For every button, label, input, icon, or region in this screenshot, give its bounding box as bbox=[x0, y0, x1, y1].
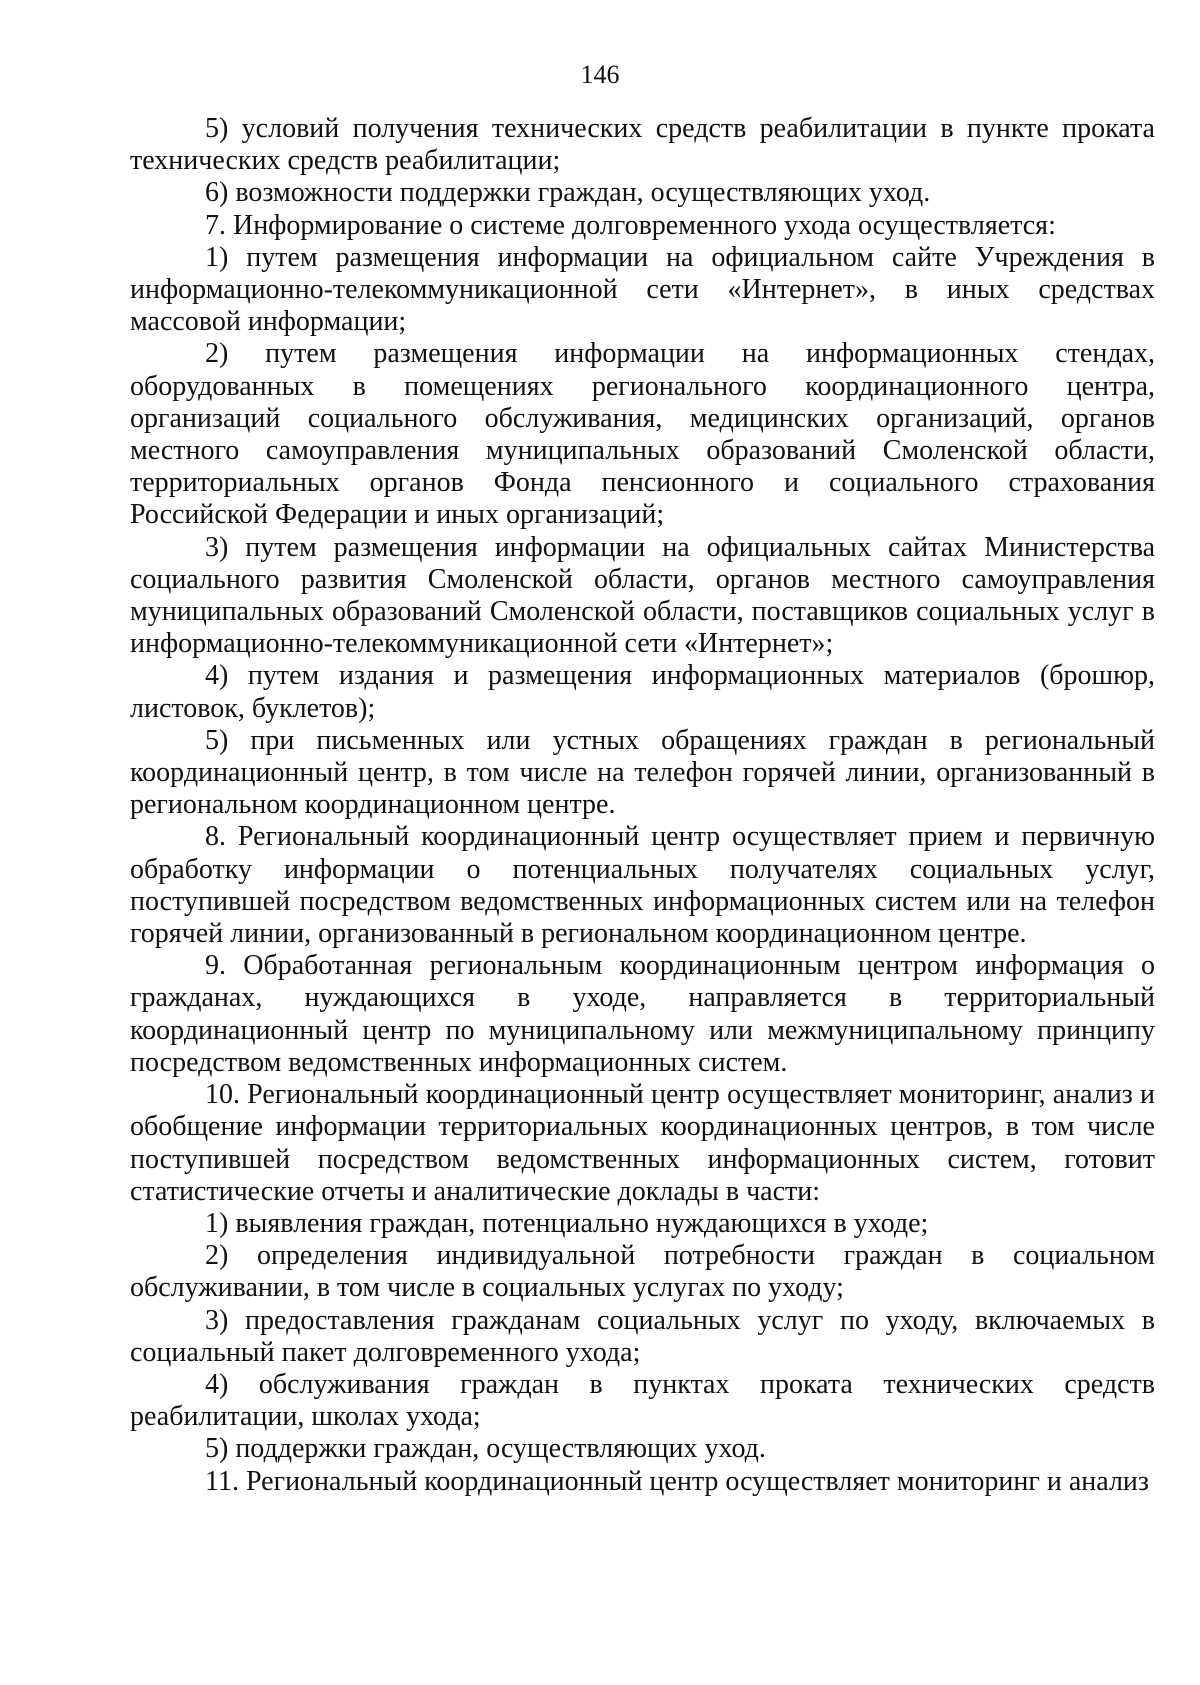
paragraph: 6) возможности поддержки граждан, осуществляющих уход. bbox=[205, 177, 931, 209]
paragraph: 4) путем издания и размещения информационных материалов (брошюр, листовок, буклетов); bbox=[130, 660, 1155, 724]
paragraph: 5) при письменных или устных обращениях граждан в региональный координационный центр, в том числе на телефон горячей линии, организованный в региональном координационном центре. bbox=[130, 724, 1155, 821]
paragraph: 10. Региональный координационный центр осуществляет мониторинг, анализ и обобщение информации территориальных координационных центров, в том числе поступившей посредством ведомственных информационных систем, готовит статистические отчеты и аналитические доклады в части: bbox=[130, 1079, 1155, 1207]
paragraph: 5) поддержки граждан, осуществляющих уход. bbox=[205, 1433, 766, 1465]
paragraph: 2) определения индивидуальной потребности граждан в социальном обслуживании, в том числе в социальных услугах по уходу; bbox=[130, 1240, 1155, 1304]
paragraph: 2) путем размещения информации на информационных стендах, оборудованных в помещениях регионального координационного центра, организаций социального обслуживания, медицинских организаций, органов местного самоуправления муниципальных образований Смоленской области, территориальных органов Фонда пенсионного и социального страхования Российской Федерации и иных организаций; bbox=[130, 338, 1155, 531]
document-body bbox=[130, 113, 1155, 1498]
paragraph: 1) выявления граждан, потенциально нуждающихся в уходе; bbox=[205, 1207, 929, 1239]
paragraph: 3) предоставления гражданам социальных услуг по уходу, включаемых в социальный пакет долговременного ухода; bbox=[130, 1304, 1155, 1368]
paragraph: 1) путем размещения информации на официальном сайте Учреждения в информационно-телекоммуникационной сети «Интернет», в иных средствах массовой информации; bbox=[130, 241, 1155, 338]
paragraph: 8. Региональный координационный центр осуществляет прием и первичную обработку информации о потенциальных получателях социальных услуг, поступившей посредством ведомственных информационных систем или на телефон горячей линии, организованный в региональном координационном центре. bbox=[130, 821, 1155, 950]
paragraph: 3) путем размещения информации на официальных сайтах Министерства социального развития Смоленской области, органов местного самоуправления муниципальных образований Смоленской области, поставщиков социальных услуг в информационно-телекоммуникационной сети «Интернет»; bbox=[130, 531, 1155, 660]
page-number: 146 bbox=[580, 60, 620, 89]
paragraph: 7. Информирование о системе долговременного ухода осуществляется: bbox=[205, 209, 1056, 241]
paragraph: 4) обслуживания граждан в пунктах проката технических средств реабилитации, школах ухода; bbox=[130, 1368, 1155, 1433]
paragraph: 5) условий получения технических средств реабилитации в пункте проката технических средств реабилитации; bbox=[130, 113, 1155, 177]
paragraph: 9. Обработанная региональным координационным центром информация о гражданах, нуждающихся в уходе, направляется в территориальный координационный центр по муниципальному или межмуниципальному принципу посредством ведомственных информационных систем. bbox=[130, 950, 1155, 1078]
paragraph: 11. Региональный координационный центр осуществляет мониторинг и анализ bbox=[205, 1465, 1149, 1497]
